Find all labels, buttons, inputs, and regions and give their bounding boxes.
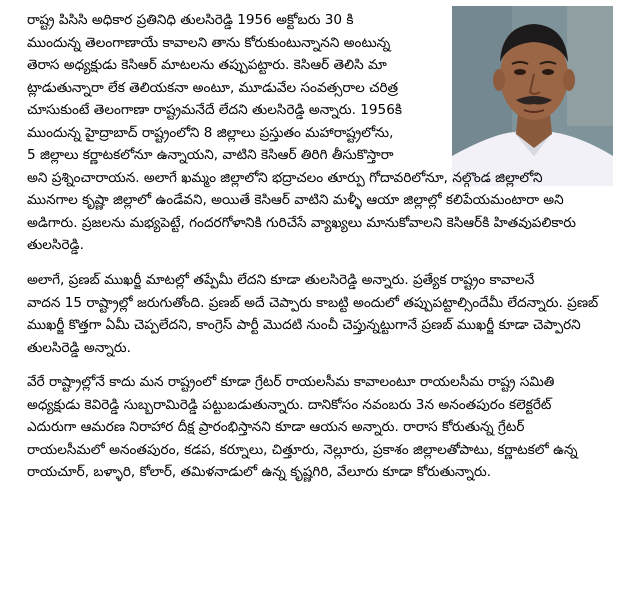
text-line: రాయలసీమలో అనంతపురం, కడప, కర్నూలు, చిత్తూరు, నెల్లూరు, ప్రకాశం జిల్లాలతోపాటు, కర్ణాటకలో ఉన్న xyxy=(27,441,578,458)
text-line: 5 జిల్లాలు కర్ణాటకలోనూ ఉన్నాయని, వాటిని కెసిఆర్ తిరిగి తీసుకొస్తారా xyxy=(27,147,394,164)
text-line: వాదన 15 రాష్ట్రాల్లో జరుగుతోంది. ప్రణబ్ అదే చెప్పారు కాబట్టి అందులో తప్పుపట్టాల్సిందేమీ లేదన్నారు. ప్రణబ్ xyxy=(27,294,599,311)
text-line: చూసుకుంటే తెలంగాణా రాష్ట్రమనేదే లేదని తులసిరెడ్డి అన్నారు. 1956కి xyxy=(27,102,402,119)
text-line: తులసిరెడ్డి. xyxy=(27,237,84,254)
paragraph-3 xyxy=(27,371,625,484)
text-line: వేరే రాష్ట్రాల్లోనే కాదు మన రాష్ట్రంలో కూడా గ్రేటర్ రాయలసీమ కావాలంటూ రాయలసీమ రాష్ట్ర సమితి xyxy=(27,374,555,391)
text-line: రాష్ట్ర పిసిసి అధికార ప్రతినిధి తులసిరెడ్డి 1956 అక్టోబరు 30 కి xyxy=(27,12,354,28)
text-line: అధ్యక్షుడు కెవిరెడ్డి సుబ్బరామిరెడ్డి పట్టుబడుతున్నారు. దానికోసం నవంబరు 3న అనంతపురం కలెక్టరేట్ xyxy=(27,396,552,413)
paragraph-1 xyxy=(27,9,625,257)
text-line: అని ప్రశ్నించారాయన. అలాగే ఖమ్మం జిల్లాలోని భద్రాచలం తూర్పు గోదావరిలోనూ, నల్గొండ జిల్లాలోని xyxy=(27,169,543,186)
text-line: తులసిరెడ్డి అన్నారు. xyxy=(27,339,131,356)
text-line: మునగాల కృష్ణా జిల్లాలో ఉండేవని, అయితే కెసిఆర్ వాటిని మళ్ళీ ఆయా జిల్లాల్లో కలిపేయమంటారా అని xyxy=(27,192,564,209)
text-line: తెరాస అధ్యక్షుడు కెసిఆర్ మాటలను తప్పుపట్టారు. కెసిఆర్ తెలిసి మా xyxy=(27,57,387,74)
text-line: ఎదురుగా ఆమరణ నిరాహార దీక్ష ప్రారంభిస్తానని కూడా ఆయన అన్నారు. రారాస కోరుతున్న గ్రేటర్ xyxy=(27,419,525,436)
paragraph-gap xyxy=(27,359,625,371)
text-line: రాయచూర్, బళ్ళారి, కోలార్, తమిళనాడులో ఉన్న కృష్ణగిరి, వేలూరు కూడా కోరుతున్నారు. xyxy=(27,464,492,481)
text-line: ట్లాడుతున్నారా లేక తెలియకనా అంటూ, మూడువేల సంవత్సరాల చరిత్ర xyxy=(27,79,399,96)
text-line: ముఖర్జీ కొత్తగా ఏమీ చెప్పలేదని, కాంగ్రెస్ పార్టీ మొదటి నుంచీ చెప్తున్నట్టుగానే ప్రణబ్ ముఖర్జీ కూడా చెప్పారని xyxy=(27,317,581,334)
text-line: అలాగే, ప్రణబ్ ముఖర్జీ మాటల్లో తప్పేమీ లేదని కూడా తులసిరెడ్డి అన్నారు. ప్రత్యేక రాష్ట్రం కావాలనే xyxy=(27,272,535,289)
text-line: అడిగారు. ప్రజలను మభ్యపెట్టే, గందరగోళానికి గురిచేసే వ్యాఖ్యలు మానుకోవాలని కెసిఆర్‌కి హితవుపలికారు xyxy=(27,214,576,231)
paragraph-gap xyxy=(27,257,625,269)
text-line: ముందున్న హైద్రాబాద్ రాష్ట్రంలోని 8 జిల్లాలు ప్రస్తుతం మహారాష్ట్రలోను, xyxy=(27,124,394,141)
text-line: ముందున్న తెలంగాణాయే కావాలని తాను కోరుకుంటున్నానని అంటున్న xyxy=(27,34,391,51)
paragraph-2 xyxy=(27,269,625,359)
article-body xyxy=(27,9,625,484)
